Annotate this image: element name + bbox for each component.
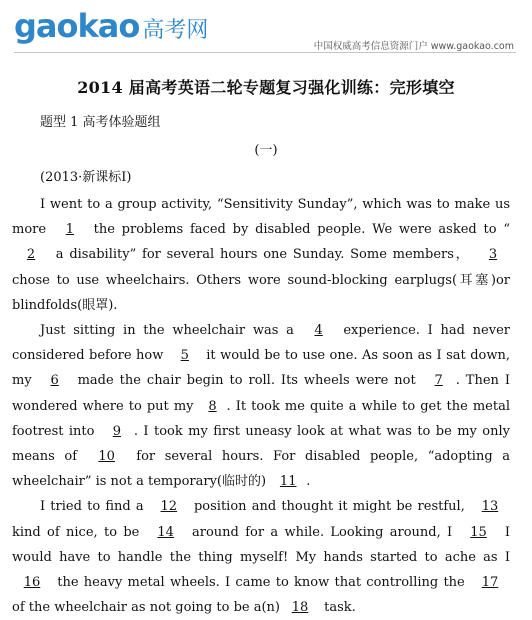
gaokao-logo[interactable] [14, 6, 208, 46]
passage-text: . I took my first uneasy look at what was to be my only means of [12, 423, 510, 465]
blank-5: 5 [180, 348, 189, 364]
passage-text: for several hours. For disabled people, “adopting a wheelchair” is not a temporary(临时的) [12, 449, 510, 490]
passage-text: made the chair begin to roll. Its wheels were not [71, 373, 422, 389]
blank-18: 18 [291, 600, 309, 616]
passage-text: . It took me quite a while to get the metal footrest into [12, 398, 510, 439]
passage-text: I would have to handle the thing myself! My hands started to ache as I [12, 524, 510, 565]
blank-14: 14 [157, 524, 174, 540]
blank-12: 12 [160, 499, 178, 515]
passage-text: around for a while. Looking around, I [185, 524, 459, 540]
blank-17: 17 [481, 575, 499, 591]
passage-text: the heavy metal wheels. I came to know that controlling the [52, 575, 470, 591]
passage-text: a disability” for several hours one Sunday. Some members， [50, 247, 476, 263]
passage-text: . [306, 474, 311, 490]
blank-16: 16 [23, 575, 41, 591]
cloze-passage [12, 192, 510, 620]
blank-1: 1 [65, 222, 74, 238]
passage-text: I went to a group activity, “Sensitivity Sunday”, which was to make us more [12, 197, 510, 238]
blank-2: 2 [26, 247, 36, 263]
blank-6: 6 [50, 373, 59, 389]
document-title: 2014 届高考英语二轮专题复习强化训练：完形填空 [77, 78, 455, 97]
passage-text: . Then I wondered where to put my [12, 373, 510, 414]
passage-text: chose to use wheelchairs. Others wore sound-blocking earplugs(耳塞)or blindfolds(眼罩). [12, 272, 510, 313]
logo-cjk-text: 高考网 [142, 18, 209, 43]
passage-text: of the wheelchair as not going to be a(n) [12, 600, 280, 616]
passage-text: Just sitting in the wheelchair was a [40, 323, 302, 339]
header-divider [14, 52, 516, 53]
exam-source: (2013·新课标Ⅰ) [40, 170, 132, 185]
blank-9: 9 [112, 423, 122, 439]
blank-7: 7 [434, 373, 443, 389]
blank-4: 4 [314, 323, 323, 339]
logo-text: gaokao [14, 7, 140, 45]
document-subtitle: 题型 1 高考体验题组 [40, 115, 161, 130]
site-header [0, 0, 532, 58]
paragraph-2 [12, 318, 510, 494]
blank-11: 11 [279, 474, 297, 490]
passage-text: position and thought it might be restful, [188, 499, 470, 515]
passage-text: kind of nice, to be [12, 524, 146, 540]
blank-3: 3 [488, 247, 498, 263]
blank-8: 8 [208, 398, 217, 414]
site-tagline: 中国权威高考信息资源门户 www.gaokao.com [313, 41, 514, 52]
paragraph-1 [12, 192, 510, 318]
passage-text: it would be to use one. As soon as I sat down, my [12, 348, 510, 389]
passage-text: the problems faced by disabled people. We were asked to “ [86, 222, 510, 238]
passage-text: task. [320, 600, 356, 616]
passage-text: I tried to find a [40, 499, 149, 515]
passage-text: experience. I had never considered before how [12, 323, 511, 364]
blank-13: 13 [481, 499, 499, 515]
blank-15: 15 [470, 524, 487, 540]
section-number: (一) [254, 143, 278, 158]
paragraph-3 [12, 494, 510, 620]
blank-10: 10 [98, 449, 115, 465]
